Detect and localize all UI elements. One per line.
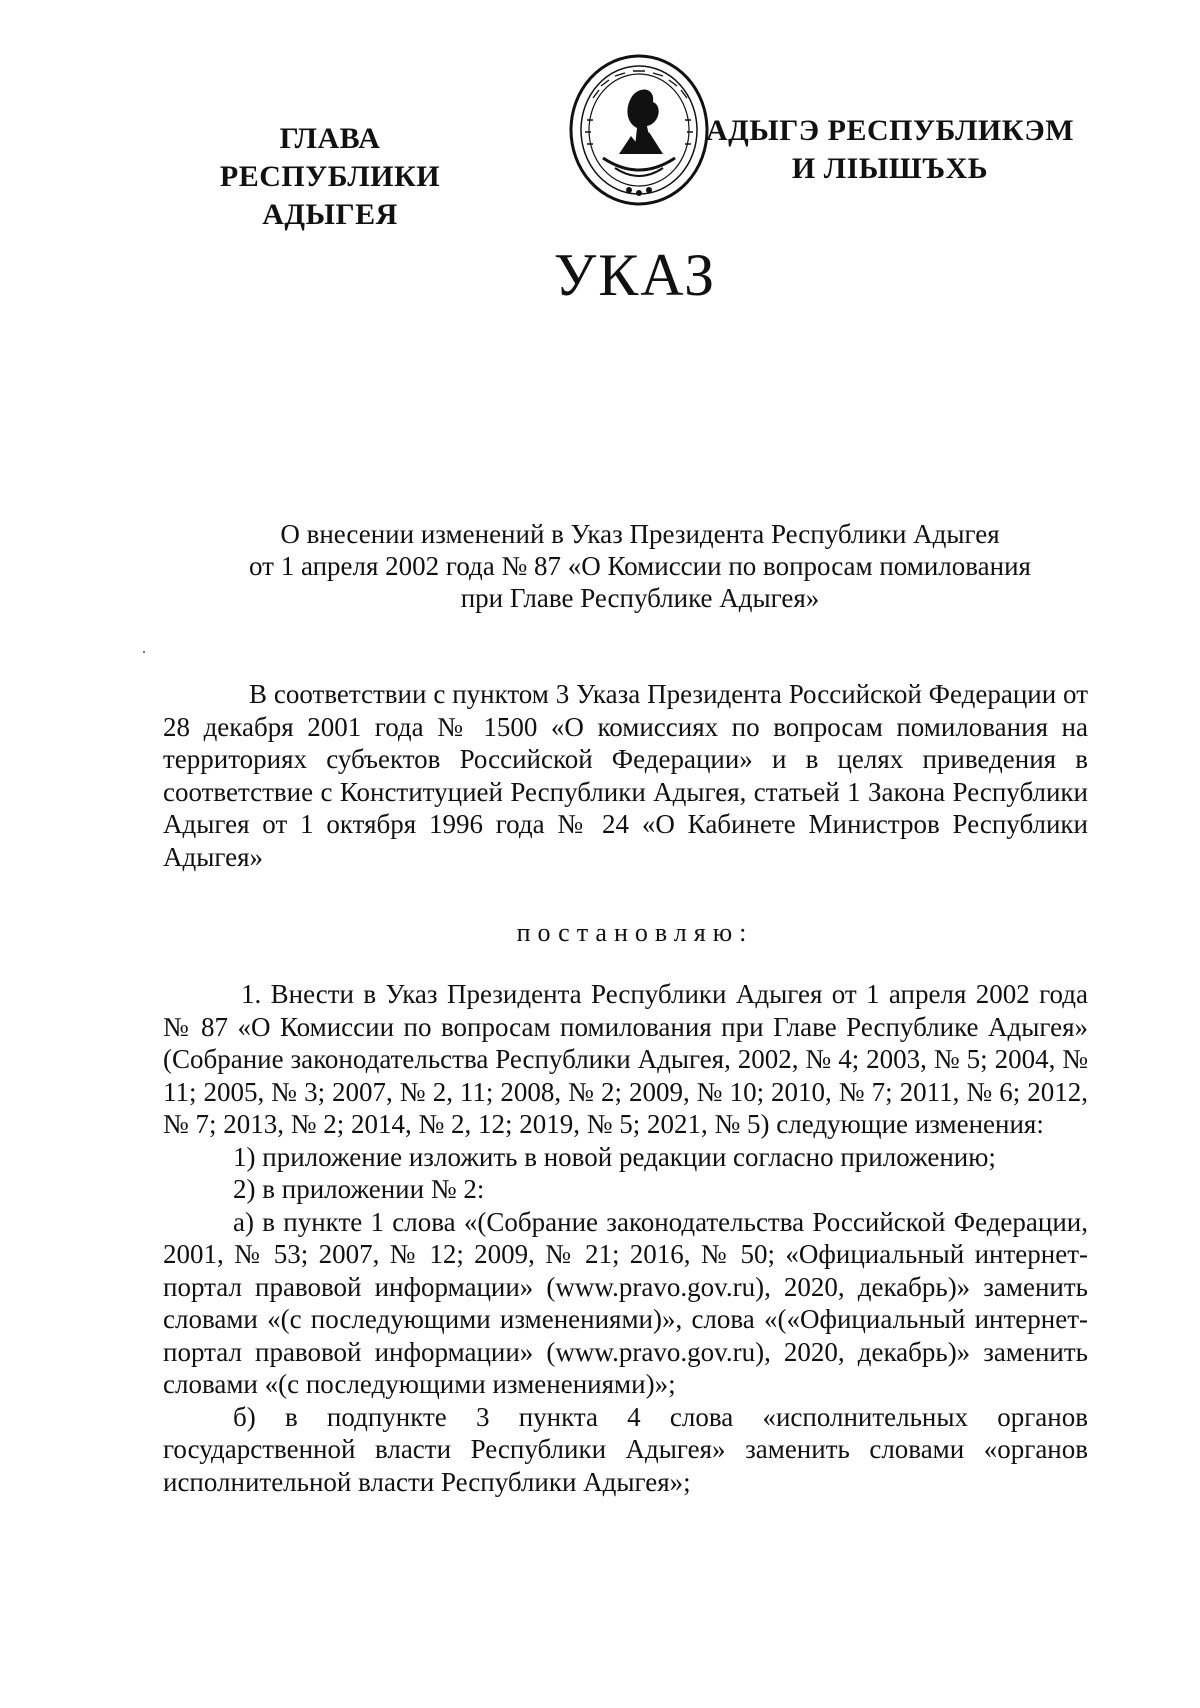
- preamble: [163, 678, 1088, 873]
- scan-mark: [143, 651, 145, 653]
- item-paragraph: а) в пункте 1 слова «(Собрание законодательства Российской Федерации, 2001, № 53; 2007, № 12; 2009, № 21; 2016, № 50; «Официальный интернет-портал правовой информации» (www.pravo.gov.ru), 2020, декабрь)» заменить словами «(с последующими изменениями)», слова «(«Официальный интернет-портал правовой информации» (www.pravo.gov.ru), 2020, декабрь)» заменить словами «(с последующими изменениями)»;: [163, 1206, 1088, 1399]
- document-title: УКАЗ: [553, 242, 717, 308]
- item-paragraph: 1) приложение изложить в новой редакции согласно приложению;: [233, 1141, 996, 1172]
- item-paragraph: 1. Внести в Указ Президента Республики Адыгея от 1 апреля 2002 года № 87 «О Комиссии по вопросам помилования при Главе Республике Адыгея» (Собрание законодательства Республики Адыгея, 2002, № 4; 2003, № 5; 2004, № 11; 2005, № 3; 2007, № 2, 11; 2008, № 2; 2009, № 10; 2010, № 7; 2011, № 6; 2012, № 7; 2013, № 2; 2014, № 2, 12; 2019, № 5; 2021, № 5) следующие изменения:: [163, 979, 1088, 1139]
- decree-subject: [180, 518, 1100, 614]
- issuer-line-1: ГЛАВА: [279, 122, 381, 155]
- decree-items: [163, 978, 1088, 1498]
- preamble-paragraph: В соответствии с пунктом 3 Указа Президента Российской Федерации от 28 декабря 2001 года № 1500 «О комиссиях по вопросам помилования на территориях субъектов Российской Федерации» и в целях приведения в соответствие с Конституцией Республики Адыгея, статьей 1 Закона Республики Адыгея от 1 октября 1996 года № 24 «О Кабинете Министров Республики Адыгея»: [163, 679, 1088, 872]
- issuer-line-2: РЕСПУБЛИКИ АДЫГЕЯ: [219, 160, 441, 231]
- item-paragraph: 2) в приложении № 2:: [233, 1174, 485, 1204]
- issuer-header-adyghe: [700, 112, 1080, 188]
- issuer-line-2-adyghe: И ЛІЫШЪХЬ: [791, 152, 989, 185]
- subject-line: при Главе Республике Адыгея»: [460, 583, 820, 613]
- subject-line: О внесении изменений в Указ Президента Республики Адыгея: [280, 519, 1000, 549]
- coat-of-arms-icon: [563, 50, 715, 210]
- issuer-header-russian: [150, 120, 510, 234]
- item-paragraph: б) в подпункте 3 пункта 4 слова «исполнительных органов государственной власти Республики Адыгея» заменить словами «органов исполнительной власти Республики Адыгея»;: [163, 1401, 1088, 1497]
- subject-line: от 1 апреля 2002 года № 87 «О Комиссии по вопросам помилования: [249, 551, 1031, 581]
- issuer-line-1-adyghe: АДЫГЭ РЕСПУБЛИКЭМ: [705, 114, 1075, 147]
- decree-operative-word: постановляю:: [516, 918, 754, 947]
